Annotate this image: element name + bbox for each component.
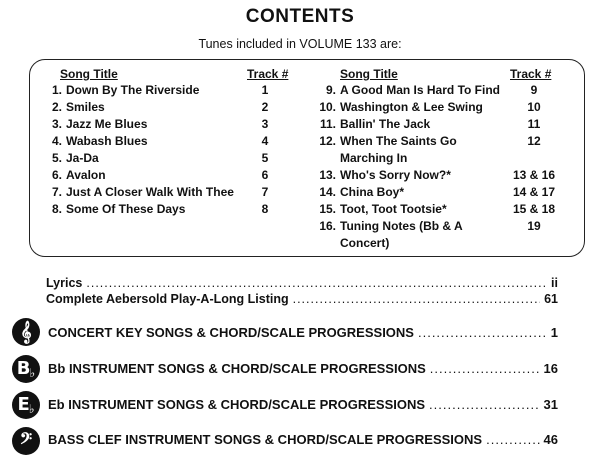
song-row — [42, 150, 292, 167]
song-number: 2. — [51, 100, 62, 114]
song-title: Who's Sorry Now?* — [340, 168, 451, 182]
song-number: 14. — [319, 185, 336, 199]
page-subtitle: Tunes included in VOLUME 133 are: — [198, 37, 402, 51]
track-number: 4 — [261, 134, 269, 148]
song-row — [314, 201, 576, 218]
song-number: 13. — [319, 168, 336, 182]
tunes-left-column — [42, 67, 292, 218]
song-row — [42, 99, 292, 116]
toc-label: BASS CLEF INSTRUMENT SONGS & CHORD/SCALE PROGRESSIONS — [48, 432, 483, 447]
song-row — [314, 133, 576, 167]
song-title: Jazz Me Blues — [66, 117, 148, 131]
track-number: 19 — [527, 219, 541, 233]
track-number: 6 — [261, 168, 269, 182]
song-number: 10. — [319, 100, 336, 114]
song-row — [42, 184, 292, 201]
song-number: 6. — [51, 168, 62, 182]
toc-label: Lyrics — [46, 276, 83, 290]
track-number: 5 — [261, 151, 269, 165]
song-title: Avalon — [66, 168, 106, 182]
dot-leader — [486, 432, 539, 447]
song-title-header: Song Title — [60, 67, 118, 81]
dot-leader — [86, 276, 547, 290]
song-number: 7. — [51, 185, 62, 199]
song-row — [42, 116, 292, 133]
toc-page: 1 — [550, 325, 558, 340]
song-row — [42, 133, 292, 150]
toc-listing — [46, 292, 558, 306]
tunes-box — [29, 59, 585, 257]
song-title: China Boy* — [340, 185, 405, 199]
toc-page: 31 — [543, 397, 558, 412]
song-row — [314, 82, 576, 99]
song-row — [314, 218, 576, 252]
track-number: 7 — [261, 185, 269, 199]
treble-clef-icon: 𝄞 — [12, 318, 40, 346]
toc-label: Complete Aebersold Play-A-Long Listing — [46, 292, 289, 306]
song-title: Toot, Toot Tootsie* — [340, 202, 447, 216]
track-header: Track # — [510, 67, 552, 81]
page-title: CONTENTS — [245, 6, 355, 27]
song-row — [314, 167, 576, 184]
track-number: 15 & 18 — [512, 202, 556, 216]
tunes-right-header — [314, 67, 576, 82]
toc-page: ii — [551, 276, 558, 290]
toc-eb-instrument — [48, 397, 558, 412]
dot-leader — [430, 361, 540, 376]
song-number: 1. — [51, 83, 62, 97]
track-number: 3 — [261, 117, 269, 131]
toc-label: CONCERT KEY SONGS & CHORD/SCALE PROGRESSIONS — [48, 325, 414, 340]
toc-label: Bb INSTRUMENT SONGS & CHORD/SCALE PROGRESSIONS — [48, 361, 426, 376]
toc-page: 46 — [543, 432, 558, 447]
song-title: Washington & Lee Swing — [340, 100, 483, 114]
track-number: 14 & 17 — [512, 185, 556, 199]
song-number: 4. — [51, 134, 62, 148]
song-row — [314, 116, 576, 133]
track-number: 8 — [261, 202, 269, 216]
song-row — [314, 184, 576, 201]
track-number: 2 — [261, 100, 269, 114]
track-header: Track # — [247, 67, 289, 81]
song-title: Wabash Blues — [66, 134, 148, 148]
song-number: 15. — [319, 202, 336, 216]
e-flat-icon: E ♭ — [12, 391, 40, 419]
song-number: 12. — [319, 134, 336, 148]
track-number: 10 — [527, 100, 541, 114]
song-title: Smiles — [66, 100, 105, 114]
song-title-header: Song Title — [340, 67, 398, 81]
toc-lyrics — [46, 276, 558, 290]
song-number: 3. — [51, 117, 62, 131]
track-number: 9 — [530, 83, 538, 97]
track-number: 13 & 16 — [512, 168, 556, 182]
track-number: 11 — [527, 117, 541, 131]
song-number: 16. — [319, 219, 336, 233]
song-number: 5. — [51, 151, 62, 165]
song-row — [42, 201, 292, 218]
toc-bb-instrument — [48, 361, 558, 376]
dot-leader — [418, 325, 547, 340]
toc-page: 16 — [543, 361, 558, 376]
b-flat-icon: B ♭ — [12, 355, 40, 383]
tunes-left-header — [42, 67, 292, 82]
track-number: 1 — [261, 83, 269, 97]
tunes-right-column — [314, 67, 576, 252]
dot-leader — [293, 292, 540, 306]
dot-leader — [429, 397, 539, 412]
song-row — [42, 82, 292, 99]
song-title: When The Saints Go Marching In — [340, 134, 457, 165]
song-row — [314, 99, 576, 116]
song-title: Just A Closer Walk With Thee — [66, 185, 234, 199]
song-number: 11. — [319, 117, 336, 131]
toc-page: 61 — [544, 292, 558, 306]
song-title: A Good Man Is Hard To Find — [340, 83, 500, 97]
song-title: Ballin' The Jack — [340, 117, 431, 131]
song-row — [42, 167, 292, 184]
song-number: 8. — [51, 202, 62, 216]
track-number: 12 — [527, 134, 541, 148]
toc-concert-key — [48, 325, 558, 340]
toc-label: Eb INSTRUMENT SONGS & CHORD/SCALE PROGRESSIONS — [48, 397, 426, 412]
song-title: Tuning Notes (Bb & A Concert) — [340, 219, 463, 250]
song-title: Down By The Riverside — [66, 83, 200, 97]
toc-bass-clef — [48, 432, 558, 447]
song-title: Ja-Da — [66, 151, 99, 165]
song-number: 9. — [325, 83, 336, 97]
song-title: Some Of These Days — [66, 202, 186, 216]
bass-clef-icon: 𝄢 — [12, 427, 40, 455]
